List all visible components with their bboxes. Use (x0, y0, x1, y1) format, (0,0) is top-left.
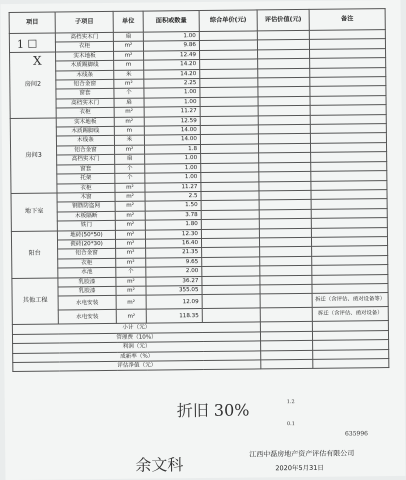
subitem-cell: 铝合金窗 (57, 145, 115, 155)
unit-cell: 扇 (113, 32, 143, 42)
subitem-cell: 水池 (58, 268, 116, 278)
handwritten-small-1: 1.2 (286, 399, 295, 406)
unit-cell: m² (115, 183, 145, 193)
summary-label: 评估净值（元） (13, 360, 261, 372)
subitem-cell: 衣柜 (57, 183, 115, 193)
value-cell (260, 256, 312, 266)
subitem-cell: 衣柜 (56, 108, 114, 118)
subitem-cell: 木线条 (56, 136, 114, 146)
unit-cell: m² (115, 145, 145, 155)
area-cell: 9.65 (146, 257, 202, 267)
area-cell: 1.00 (145, 154, 201, 164)
handwritten-mark-top: 1 ☐ (16, 37, 38, 51)
header-item: 项目 (9, 12, 55, 33)
area-cell: 2.5 (145, 191, 201, 201)
unit-cell: m² (116, 286, 146, 296)
price-cell (202, 308, 260, 323)
header-unit: 单位 (113, 11, 143, 32)
subitem-cell: 乳胶漆 (58, 286, 116, 296)
value-cell (259, 153, 311, 163)
value-cell (258, 96, 310, 106)
value-cell (258, 77, 310, 87)
category-cell: 其他工程 (12, 278, 58, 325)
handwritten-bottom-value: 635996 (345, 430, 368, 438)
area-cell: 14.20 (144, 69, 200, 79)
value-cell (259, 190, 311, 200)
subitem-cell: 铁门 (57, 221, 115, 231)
area-cell: 1.80 (145, 220, 201, 230)
header-area: 面积或数量 (143, 11, 199, 33)
unit-cell: 米 (114, 136, 144, 146)
price-cell (202, 294, 260, 309)
subitem-cell: 高档实木门 (57, 155, 115, 165)
subitem-cell: 木质踢脚线 (56, 126, 114, 136)
value-cell (258, 87, 310, 97)
unit-cell: m² (114, 117, 144, 127)
summary-value (261, 350, 313, 360)
area-cell: 12.49 (144, 50, 200, 60)
value-cell (259, 162, 311, 172)
summary-label: 成新率（%） (13, 350, 261, 362)
handwritten-small-2: 0.1 (286, 421, 295, 428)
subitem-cell: 铝合金窗 (56, 79, 114, 89)
value-cell (259, 200, 311, 210)
value-cell (258, 68, 310, 78)
unit-cell: m² (115, 220, 145, 230)
area-cell: 1.00 (143, 32, 199, 42)
category-cell: 房间3 (10, 118, 57, 194)
value-cell (260, 247, 312, 257)
unit-cell: m² (116, 277, 146, 287)
area-cell: 36.27 (146, 276, 202, 286)
remark-cell: 拆迁（含评估、函对设备） (312, 307, 388, 322)
handwritten-x: X (33, 53, 42, 68)
unit-cell: 个 (115, 164, 145, 174)
subitem-cell: 木板隔断 (57, 211, 115, 221)
unit-cell: m² (116, 248, 146, 258)
area-cell: 1.00 (144, 88, 200, 98)
area-cell: 9.86 (143, 41, 199, 51)
value-cell (258, 143, 310, 153)
unit-cell: m² (113, 42, 143, 52)
value-cell (258, 49, 310, 59)
header-value: 评估价值(元) (257, 9, 309, 31)
area-cell: 21.35 (146, 248, 202, 258)
value-cell (259, 171, 311, 181)
subitem-cell: 地砖(50*50) (57, 230, 115, 240)
area-cell: 118.35 (146, 309, 202, 324)
value-cell (257, 40, 309, 50)
remark-cell: 拆迁（含评估、函对设备等） (312, 293, 388, 308)
footer-date: 2020年5月31日 (275, 463, 324, 473)
value-cell (259, 209, 311, 219)
subitem-cell: 瓷砖(20*30) (57, 239, 115, 249)
summary-label: 管理费（10%） (12, 332, 260, 344)
unit-cell: 扇 (115, 154, 145, 164)
assessment-table (9, 8, 390, 372)
summary-value (260, 331, 312, 341)
subitem-cell: 托架 (57, 174, 115, 184)
unit-cell: m² (116, 295, 146, 309)
summary-label: 小计（元） (12, 322, 260, 334)
area-cell: 2.25 (144, 79, 200, 89)
subitem-cell: 木线条 (56, 70, 114, 80)
value-cell (258, 134, 310, 144)
value-cell (258, 59, 310, 69)
area-cell: 3.78 (145, 210, 201, 220)
unit-cell: 扇 (114, 98, 144, 108)
subitem-cell: 实木地板 (56, 117, 114, 127)
unit-cell: m² (114, 79, 144, 89)
area-cell: 1.00 (145, 163, 201, 173)
unit-cell: m (114, 60, 144, 70)
value-cell (260, 308, 312, 323)
value-cell (260, 275, 312, 285)
area-cell: 11.27 (145, 182, 201, 192)
subitem-cell: 高档实木门 (55, 32, 113, 42)
unit-cell: 米 (114, 70, 144, 80)
subitem-cell: 水电安装 (58, 296, 116, 311)
value-cell (258, 115, 310, 125)
subitem-cell: 衣柜 (58, 258, 116, 268)
subitem-cell: 窗套 (57, 164, 115, 174)
unit-cell: m (114, 126, 144, 136)
value-cell (260, 284, 312, 294)
area-cell: 2.00 (146, 267, 202, 277)
area-cell: 1.00 (145, 173, 201, 183)
value-cell (258, 106, 310, 116)
subitem-cell: 木质踢脚线 (56, 61, 114, 71)
unit-cell: 个 (114, 89, 144, 99)
category-cell: 地下室 (11, 193, 57, 231)
summary-label: 利润（元） (13, 341, 261, 353)
area-cell: 12.59 (144, 116, 200, 126)
subitem-cell: 水电安装 (58, 310, 116, 325)
category-cell: 阳台 (11, 231, 57, 279)
area-cell: 14.00 (144, 135, 200, 145)
subitem-cell: 铝合金窗 (58, 249, 116, 259)
unit-cell: m² (115, 230, 145, 240)
area-cell: 1.8 (145, 144, 201, 154)
area-cell: 355.05 (146, 285, 202, 295)
footer-company: 江西中磊房地产资产评估有限公司 (249, 449, 355, 459)
area-cell: 12.09 (146, 295, 202, 310)
area-cell: 14.00 (144, 126, 200, 136)
value-cell (259, 228, 311, 238)
subitem-cell: 钢筋防盗网 (57, 202, 115, 212)
value-cell (260, 294, 312, 309)
area-cell: 1.50 (145, 201, 201, 211)
unit-cell: m² (114, 51, 144, 61)
value-cell (260, 266, 312, 276)
subitem-cell: 高档实木门 (56, 98, 114, 108)
unit-cell: m² (115, 211, 145, 221)
header-price: 综合单价(元) (199, 10, 257, 32)
subitem-cell: 窗套 (56, 89, 114, 99)
unit-cell: m² (115, 201, 145, 211)
header-subitem: 子项目 (55, 11, 113, 33)
summary-remark (313, 359, 389, 369)
header-remark: 备注 (309, 9, 385, 31)
category-cell: 房间2 (10, 52, 57, 118)
subitem-cell: 乳胶漆 (58, 277, 116, 287)
handwritten-depreciation-note: 折旧 30% (176, 400, 250, 421)
value-cell (259, 181, 311, 191)
area-cell: 1.00 (144, 97, 200, 107)
area-cell: 11.27 (144, 107, 200, 117)
value-cell (258, 124, 310, 134)
handwritten-signature: 余文科 (135, 455, 184, 475)
subitem-cell: 实木地板 (56, 51, 114, 61)
unit-cell: m² (115, 192, 145, 202)
unit-cell: m² (115, 239, 145, 249)
unit-cell: m² (114, 107, 144, 117)
summary-value (261, 341, 313, 351)
unit-cell: m² (116, 258, 146, 268)
area-cell: 12.30 (145, 229, 201, 239)
document-page (1, 0, 406, 480)
summary-value (260, 322, 312, 332)
unit-cell: 个 (116, 267, 146, 277)
summary-value (261, 359, 313, 369)
value-cell (257, 30, 309, 40)
unit-cell: 个 (115, 173, 145, 183)
area-cell: 14.20 (144, 60, 200, 70)
value-cell (259, 237, 311, 247)
unit-cell: m² (116, 309, 146, 323)
value-cell (259, 218, 311, 228)
area-cell: 16.40 (145, 238, 201, 248)
subitem-cell: 衣柜 (55, 42, 113, 52)
subitem-cell: 木窗 (57, 192, 115, 202)
